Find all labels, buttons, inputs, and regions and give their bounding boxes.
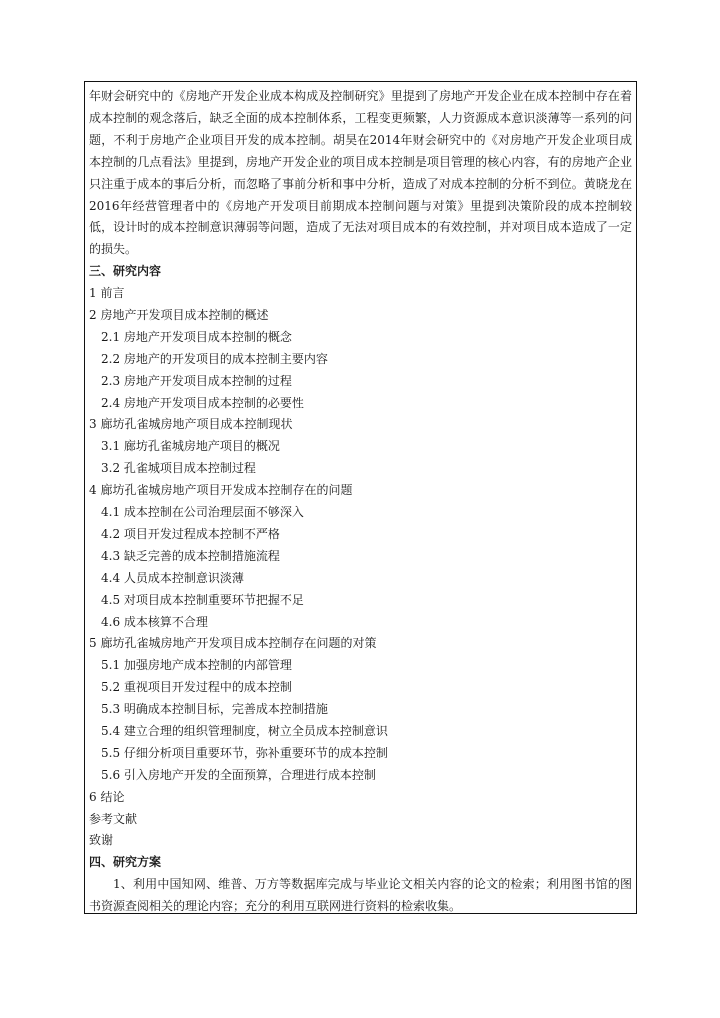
outline-subitem: 4.5 对项目成本控制重要环节把握不足 xyxy=(101,592,304,607)
outline-item: 3 廊坊孔雀城房地产项目成本控制现状 xyxy=(89,417,293,432)
outline-subitem: 3.2 孔雀城项目成本控制过程 xyxy=(101,461,256,476)
outline-subitem: 5.1 加强房地产成本控制的内部管理 xyxy=(101,658,292,673)
section-4-heading: 四、研究方案 xyxy=(89,855,162,870)
outline-item: 参考文献 xyxy=(89,811,138,826)
outline-item: 1 前言 xyxy=(89,286,125,301)
intro-paragraph: 年财会研究中的《房地产开发企业成本构成及控制研究》里提到了房地产开发企业在成本控制中存在着成本控制的观念落后，缺乏全面的成本控制体系，工程变更频繁，人力资源成本意识淡薄等一系列的问题，不利于房地产企业项目开发的成本控制。胡昊在2014年财会研究中的《对房地产开发企业项目成本控制的几点看法》里提到，房地产开发企业的项目成本控制是项目管理的核心内容，有的房地产企业只注重于成本的事后分析，而忽略了事前分析和事中分析，造成了对成本控制的分析不到位。黄晓龙在2016年经营管理者中的《房地产开发项目前期成本控制问题与对策》里提到决策阶段的成本控制较低，设计时的成本控制意识薄弱等问题，造成了无法对项目成本的有效控制，并对项目成本造成了一定的损失。 xyxy=(89,89,632,257)
outline-item: 5 廊坊孔雀城房地产开发项目成本控制存在问题的对策 xyxy=(89,636,377,651)
outline-subitem: 4.6 成本核算不合理 xyxy=(101,614,208,629)
section-3-heading: 三、研究内容 xyxy=(89,264,162,279)
outline-item: 致谢 xyxy=(89,833,114,848)
outline-subitem: 3.1 廊坊孔雀城房地产项目的概况 xyxy=(101,439,280,454)
outline-item: 2 房地产开发项目成本控制的概述 xyxy=(89,308,269,323)
outline-subitem: 5.4 建立合理的组织管理制度，树立全员成本控制意识 xyxy=(101,723,388,738)
outline-subitem: 4.1 成本控制在公司治理层面不够深入 xyxy=(101,505,304,520)
outline-subitem: 2.3 房地产开发项目成本控制的过程 xyxy=(101,373,292,388)
outline-subitem: 5.2 重视项目开发过程中的成本控制 xyxy=(101,680,292,695)
plan-paragraph: 1、利用中国知网、维普、万方等数据库完成与毕业论文相关内容的论文的检索；利用图书馆的图书资源查阅相关的理论内容；充分的利用互联网进行资料的检索收集。 xyxy=(89,877,632,914)
outline-subitem: 4.3 缺乏完善的成本控制措施流程 xyxy=(101,548,280,563)
document-frame xyxy=(84,81,637,914)
outline-subitem: 4.2 项目开发过程成本控制不严格 xyxy=(101,526,280,541)
outline-subitem: 5.5 仔细分析项目重要环节，弥补重要环节的成本控制 xyxy=(101,745,388,760)
outline-subitem: 2.1 房地产开发项目成本控制的概念 xyxy=(101,329,292,344)
outline-subitem: 2.2 房地产的开发项目的成本控制主要内容 xyxy=(101,351,328,366)
outline-item: 6 结论 xyxy=(89,789,125,804)
document-content xyxy=(89,86,632,918)
outline-item: 4 廊坊孔雀城房地产项目开发成本控制存在的问题 xyxy=(89,483,353,498)
outline-list xyxy=(89,283,632,852)
outline-subitem: 4.4 人员成本控制意识淡薄 xyxy=(101,570,244,585)
outline-subitem: 5.3 明确成本控制目标，完善成本控制措施 xyxy=(101,702,328,717)
outline-subitem: 2.4 房地产开发项目成本控制的必要性 xyxy=(101,395,304,410)
outline-subitem: 5.6 引入房地产开发的全面预算，合理进行成本控制 xyxy=(101,767,376,782)
